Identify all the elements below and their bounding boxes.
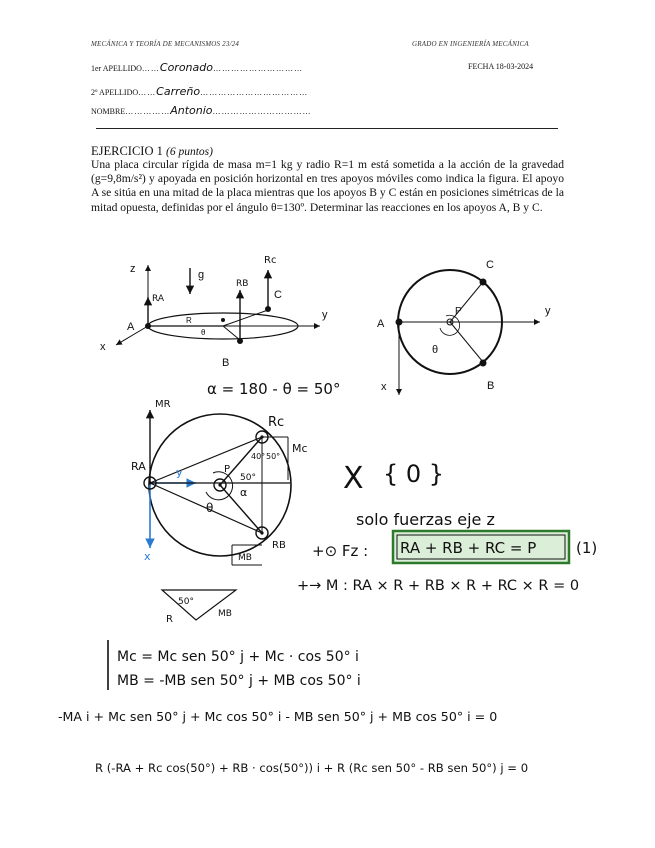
zero-vector: { 0 } [383, 460, 445, 488]
exercise-statement: Una placa circular rígida de masa m=1 kg y radio R=1 m está sometida a la acción de la gravedad (g=9,8m/s²) y apoyada en posición horizontal en tres apoyos móviles como indica la figura. El apoyo A se sitúa en una mitad de la placa mientras que los apoyos B y C están en posiciones simétricas de la mitad opuesta, definidas por el ángulo θ=130º. Determinar las reacciones en los apoyos A, B y C. [91, 158, 564, 214]
rc-label: Rc [264, 255, 277, 266]
ang50a-label: 50° [240, 473, 256, 483]
y-label-top: y [545, 305, 551, 317]
x-symbol: X [343, 461, 364, 496]
b-label: B [222, 357, 230, 369]
x-label: x [100, 341, 106, 353]
course-header: MECÁNICA Y TEORÍA DE MECANISMOS 23/24 [91, 40, 240, 48]
x-hand-label: x [144, 550, 151, 563]
nombre-value: Antonio [170, 104, 213, 117]
alpha-equation: α = 180 - θ = 50° [207, 380, 341, 398]
nombre-label: NOMBRE [91, 107, 126, 116]
support-b-dot [237, 338, 243, 344]
figure-top-view [377, 259, 551, 395]
ra-label: RA [152, 294, 165, 304]
fz-label: +⊙ Fz : [312, 542, 369, 560]
ang40-label: 40° [251, 452, 266, 461]
a-label-top: A [377, 318, 385, 330]
apellido1-field: 1er APELLIDO……Coronado………………………… [91, 61, 303, 74]
g-label: g [198, 269, 205, 281]
degree-header: GRADO EN INGENIERÍA MECÁNICA [412, 40, 529, 48]
p-label-top: P [455, 306, 462, 317]
fz-equation: RA + RB + RC = P [400, 539, 537, 557]
b-label-top: B [487, 380, 495, 392]
small-mb-label: MB [218, 609, 232, 619]
rb-label: RB [236, 279, 249, 289]
r-label: R [186, 316, 192, 325]
support-c-dot [265, 306, 271, 312]
mb-equation: MB = -MB sen 50° j + MB cos 50° i [117, 673, 361, 689]
z-label: z [130, 263, 136, 275]
small-triangle [162, 590, 236, 625]
final-equation: R (-RA + Rc cos(50°) + RB · cos(50°)) i + R (Rc sen 50° - RB sen 50°) j = 0 [95, 761, 529, 775]
theta-label-small: θ [201, 328, 206, 337]
apellido1-value: Coronado [159, 61, 213, 74]
moment-equation: +→ M : RA × R + RB × R + RC × R = 0 [297, 578, 580, 594]
eq1-tag: (1) [576, 539, 598, 557]
hand-diagram [131, 399, 308, 565]
mr-label: MR [155, 399, 171, 410]
c-label-top: C [486, 259, 494, 271]
apellido2-value: Carreño [156, 85, 201, 98]
c-label: C [274, 289, 282, 301]
apellido1-label: 1er APELLIDO [91, 64, 142, 73]
ang50b-label: 50° [266, 452, 281, 461]
alpha-hand-label: α [240, 486, 248, 499]
a-label: A [127, 321, 135, 333]
rc-hand-label: Rc [268, 415, 285, 430]
solo-fuerzas: solo fuerzas eje z [356, 510, 495, 529]
mc-equation: Mc = Mc sen 50° j + Mc · cos 50° i [117, 649, 359, 665]
nombre-field: NOMBRE……………Antonio…………………………… [91, 104, 312, 117]
exercise-title-text: EJERCICIO 1 [91, 144, 163, 158]
mb-hand-label: MB [238, 553, 252, 563]
figure-perspective [100, 255, 328, 369]
p-hand-label: P [224, 464, 231, 475]
theta-label-top: θ [432, 344, 439, 356]
support-a-dot [145, 323, 151, 329]
fecha-label: FECHA 18-03-2024 [468, 62, 534, 71]
y-label: y [322, 309, 328, 321]
rb-hand-label: RB [272, 540, 286, 551]
small-r-label: R [166, 614, 173, 625]
y-hand-label: y [176, 466, 183, 479]
theta-hand-label: θ [206, 501, 214, 515]
apellido2-label: 2º APELLIDO [91, 88, 139, 97]
mc-hand-label: Mc [292, 442, 308, 455]
x-label-top: x [381, 381, 387, 393]
apellido2-field: 2º APELLIDO……Carreño……………………………… [91, 85, 309, 98]
ra-hand-label: RA [131, 460, 146, 473]
exercise-points: (6 puntos) [166, 146, 213, 158]
small50-label: 50° [178, 597, 194, 607]
sum-equation: -MA i + Mc sen 50° j + Mc cos 50° i - MB sen 50° j + MB cos 50° i = 0 [58, 709, 498, 724]
